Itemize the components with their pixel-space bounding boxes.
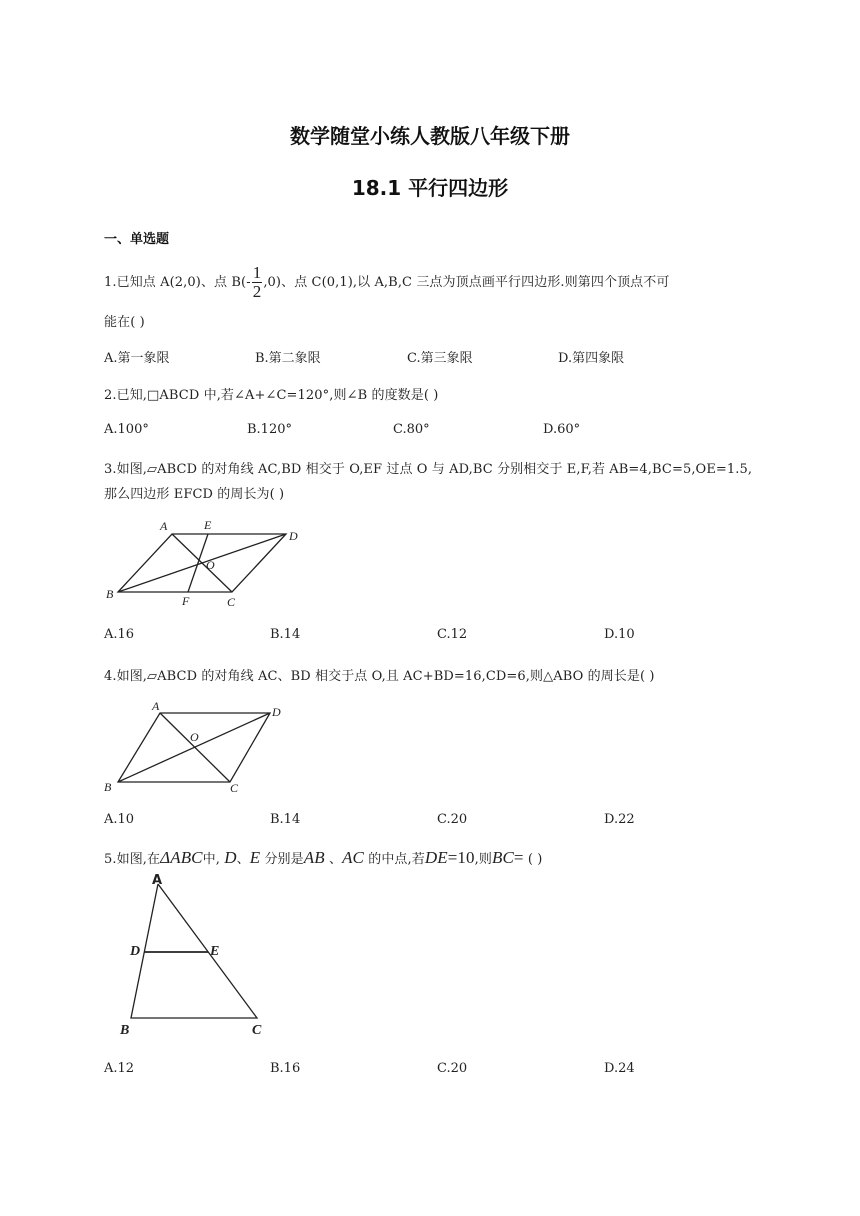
q5-option-c[interactable]: C.20 <box>437 1061 468 1076</box>
q1-option-a[interactable]: A.第一象限 <box>104 351 170 366</box>
q1-option-d[interactable]: D.第四象限 <box>558 351 625 366</box>
question-1-text-b: ,0)、点 C(0,1),以 A,B,C 三点为顶点画平行四边形.则第四个顶点不可 <box>263 275 670 290</box>
q3-option-b[interactable]: B.14 <box>270 627 301 642</box>
q3-option-d[interactable]: D.10 <box>604 627 635 642</box>
question-3-line-1: 3.如图,▱ABCD 的对角线 AC,BD 相交于 O,EF 过点 O 与 AD,BC 分别相交于 E,F,若 AB=4,BC=5,OE=1.5, <box>104 462 753 477</box>
q3-label-a: A <box>160 519 168 533</box>
q4-option-a[interactable]: A.10 <box>104 812 135 827</box>
q5-sep2: 、 <box>328 852 343 867</box>
page-title: 数学随堂小练人教版八年级下册 <box>290 124 570 148</box>
question-2-text: 2.已知,□ABCD 中,若∠A+∠C=120°,则∠B 的度数是( ) <box>104 388 439 403</box>
q5-label-a: A <box>152 873 163 888</box>
q4-label-b: B <box>104 780 112 794</box>
q5-mid3: 的中点,若 <box>368 852 425 867</box>
q4-label-o: O <box>190 730 199 744</box>
q4-option-d[interactable]: D.22 <box>604 812 635 827</box>
question-1-line-2: 能在( ) <box>104 315 145 330</box>
q5-triangle-outline <box>131 884 257 1018</box>
q5-mid2: 分别是 <box>264 852 304 867</box>
question-5-text <box>104 846 542 872</box>
q3-option-c[interactable]: C.12 <box>437 627 468 642</box>
q3-diagonal-bd <box>118 534 286 592</box>
section-heading: 一、单选题 <box>104 232 170 247</box>
q5-label-c: C <box>252 1023 262 1038</box>
q3-label-f: F <box>182 594 190 608</box>
q5-segment-de: DE <box>424 848 448 867</box>
q3-label-c: C <box>227 595 236 609</box>
q4-parallelogram-figure <box>100 698 300 798</box>
q3-label-b: B <box>106 587 114 601</box>
fraction <box>252 264 263 301</box>
q5-point-e: E <box>249 848 261 867</box>
question-1-text-a: 1.已知点 A(2,0)、点 B(- <box>104 275 251 290</box>
q4-label-c: C <box>230 781 239 795</box>
q5-segment-bc: BC <box>491 848 514 867</box>
q3-label-o: O <box>206 558 215 572</box>
q5-equals: = <box>513 848 524 867</box>
q5-mid4: ,则 <box>474 852 492 867</box>
q4-diagonal-bd <box>118 713 270 782</box>
q5-equals-10: =10 <box>447 848 475 867</box>
q5-triangle: ΔABC <box>160 848 203 867</box>
q5-answer-paren: ( ) <box>527 852 543 867</box>
q5-sep1: 、 <box>236 852 250 867</box>
page-subtitle: 18.1 平行四边形 <box>351 176 509 200</box>
q3-option-a[interactable]: A.16 <box>104 627 135 642</box>
q4-option-b[interactable]: B.14 <box>270 812 301 827</box>
q2-option-b[interactable]: B.120° <box>247 422 292 437</box>
q5-prefix: 5.如图,在 <box>104 852 161 867</box>
question-1-line-1 <box>104 264 669 302</box>
q5-label-d: D <box>130 944 141 959</box>
q4-option-c[interactable]: C.20 <box>437 812 468 827</box>
q5-option-a[interactable]: A.12 <box>104 1061 135 1076</box>
fraction-denominator: 2 <box>252 282 262 301</box>
q3-label-e: E <box>204 518 212 532</box>
q5-option-d[interactable]: D.24 <box>604 1061 635 1076</box>
q5-mid1: 中, <box>202 852 220 867</box>
q4-label-d: D <box>272 705 281 719</box>
q4-label-a: A <box>152 699 160 713</box>
q5-point-d: D <box>224 848 237 867</box>
q3-label-d: D <box>289 529 298 543</box>
q2-option-d[interactable]: D.60° <box>543 422 581 437</box>
q3-segment-ef <box>188 534 208 592</box>
fraction-numerator: 1 <box>252 263 262 282</box>
q1-option-c[interactable]: C.第三象限 <box>407 351 473 366</box>
q3-parallelogram-figure <box>100 512 310 612</box>
q5-option-b[interactable]: B.16 <box>270 1061 301 1076</box>
q5-label-e: E <box>210 944 220 959</box>
q2-option-a[interactable]: A.100° <box>104 422 149 437</box>
question-3-line-2: 那么四边形 EFCD 的周长为( ) <box>104 487 285 502</box>
q5-label-b: B <box>120 1023 130 1038</box>
q5-segment-ac: AC <box>342 848 364 867</box>
q2-option-c[interactable]: C.80° <box>393 422 430 437</box>
q5-segment-ab: AB <box>303 848 325 867</box>
q1-option-b[interactable]: B.第二象限 <box>255 351 321 366</box>
question-4-text: 4.如图,▱ABCD 的对角线 AC、BD 相交于点 O,且 AC+BD=16,CD=6,则△ABO 的周长是( ) <box>104 669 655 684</box>
q5-triangle-figure <box>112 870 282 1040</box>
